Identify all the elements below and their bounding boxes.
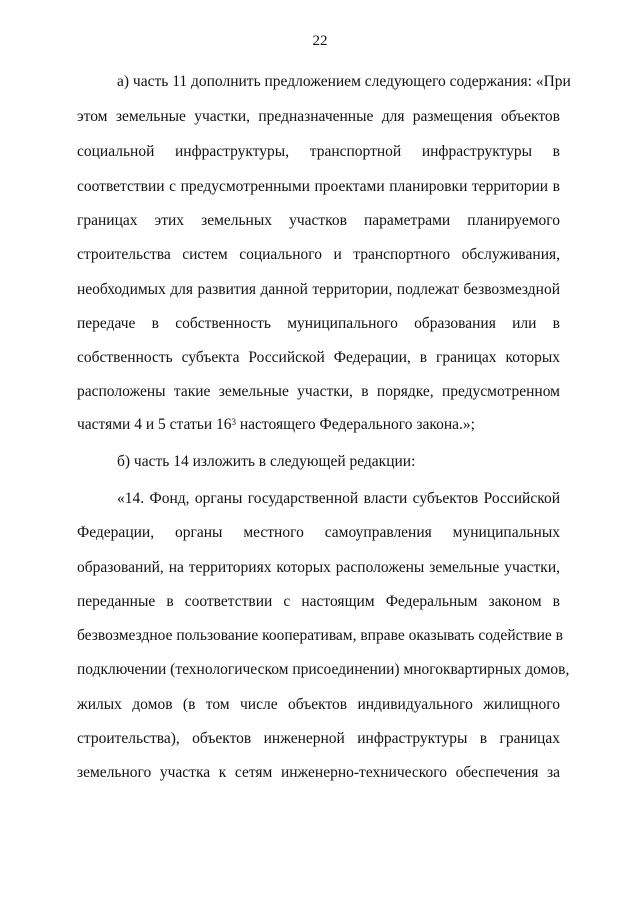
text-line: а) часть 11 дополнить предложением следующего содержания: «При — [117, 73, 571, 90]
text-line: земельного участка к сетям инженерно-технического обеспечения за — [77, 764, 560, 781]
text-line: Федерации, органы местного самоуправления муниципальных — [77, 524, 560, 541]
page-number: 22 — [312, 33, 328, 49]
text-line: «14. Фонд, органы государственной власти субъектов Российской — [117, 490, 560, 507]
superscript: 3 — [231, 417, 236, 427]
text-line: подключении (технологическом присоединении) многоквартирных домов, — [77, 661, 570, 678]
text-line: соответствии с предусмотренными проектами планировки территории в — [77, 178, 560, 195]
text-line: границах этих земельных участков параметрами планируемого — [77, 212, 560, 229]
text-line — [77, 416, 560, 434]
text-line: жилых домов (в том числе объектов индивидуального жилищного — [77, 696, 560, 713]
text-fragment: частями 4 и 5 статьи 16 — [77, 416, 232, 433]
text-line: социальной инфраструктуры, транспортной инфраструктуры в — [77, 143, 560, 160]
text-fragment: настоящего Федерального закона.»; — [236, 416, 475, 433]
text-line: этом земельные участки, предназначенные для размещения объектов — [77, 108, 560, 125]
text-line: переданные в соответствии с настоящим Федеральным законом в — [77, 593, 560, 610]
text-line: расположены такие земельные участки, в порядке, предусмотренном — [77, 383, 560, 400]
text-line: б) часть 14 изложить в следующей редакции: — [117, 453, 416, 470]
text-line: необходимых для развития данной территории, подлежат безвозмездной — [77, 281, 560, 298]
text-line: образований, на территориях которых расположены земельные участки, — [77, 559, 560, 576]
text-line: строительства), объектов инженерной инфраструктуры в границах — [77, 730, 560, 747]
text-line: строительства систем социального и транспортного обслуживания, — [77, 246, 560, 263]
text-line: собственность субъекта Российской Федерации, в границах которых — [77, 349, 560, 366]
text-line: безвозмездное пользование кооперативам, вправе оказывать содействие в — [77, 627, 563, 644]
text-line: передаче в собственность муниципального образования или в — [77, 315, 560, 332]
